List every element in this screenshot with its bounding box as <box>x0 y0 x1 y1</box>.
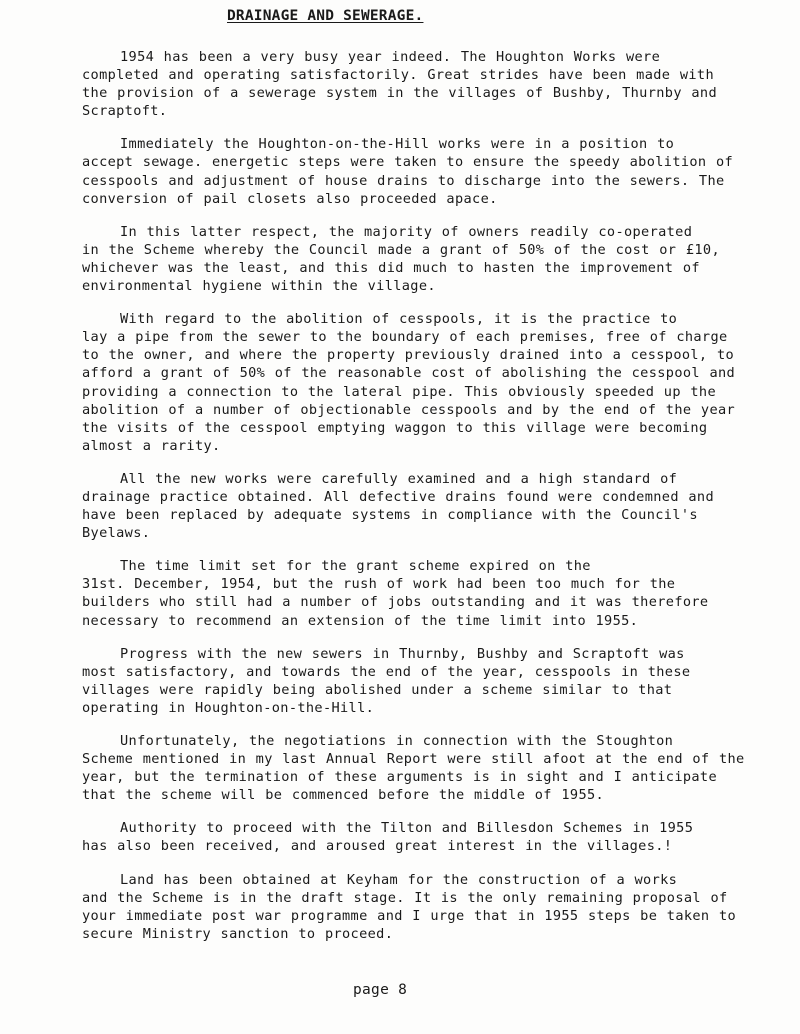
text-line: to the owner, and where the property previously drained into a cesspool, to <box>82 347 735 364</box>
text-line: builders who still had a number of jobs outstanding and it was therefore <box>82 594 709 611</box>
paragraph <box>82 732 782 804</box>
text-line: conversion of pail closets also proceeded apace. <box>82 190 498 207</box>
text-line: 31st. December, 1954, but the rush of work had been too much for the <box>82 576 676 593</box>
text-line: whichever was the least, and this did much to hasten the improvement of <box>82 259 700 276</box>
text-line: With regard to the abolition of cesspools, it is the practice to <box>120 311 678 328</box>
text-line: In this latter respect, the majority of owners readily co-operated <box>120 223 693 240</box>
text-line: Land has been obtained at Keyham for the construction of a works <box>120 871 678 888</box>
text-line: All the new works were carefully examined and a high standard of <box>120 470 678 487</box>
text-line: the provision of a sewerage system in the villages of Bushby, Thurnby and <box>82 85 717 102</box>
paragraph <box>82 223 782 295</box>
text-line: Progress with the new sewers in Thurnby, Bushby and Scraptoft was <box>120 645 685 662</box>
text-line: necessary to recommend an extension of the time limit into 1955. <box>82 612 639 629</box>
text-line: accept sewage. energetic steps were taken to ensure the speedy abolition of <box>82 154 734 171</box>
page-number: page 8 <box>353 982 408 998</box>
paragraph <box>82 310 782 455</box>
text-line: your immediate post war programme and I urge that in 1955 steps be taken to <box>82 907 737 924</box>
text-line: 1954 has been a very busy year indeed. The Houghton Works were <box>120 49 661 65</box>
text-line: almost a rarity. <box>82 437 221 454</box>
text-line: Scheme mentioned in my last Annual Report were still afoot at the end of the <box>82 751 745 768</box>
section-heading: DRAINAGE AND SEWERAGE. <box>227 8 424 24</box>
text-line: in the Scheme whereby the Council made a grant of 50% of the cost or £10, <box>82 241 720 258</box>
body-text <box>82 48 782 958</box>
text-line: secure Ministry sanction to proceed. <box>82 925 394 942</box>
text-line: Immediately the Houghton-on-the-Hill works were in a position to <box>120 136 675 153</box>
text-line: lay a pipe from the sewer to the boundary of each premises, free of charge <box>82 329 728 346</box>
paragraph <box>82 470 782 542</box>
text-line: The time limit set for the grant scheme expired on the <box>120 558 591 575</box>
text-line: abolition of a number of objectionable cesspools and by the end of the year <box>82 401 736 418</box>
paragraph <box>82 871 782 943</box>
text-line: and the Scheme is in the draft stage. It is the only remaining proposal of <box>82 889 728 906</box>
text-line: completed and operating satisfactorily. Great strides have been made with <box>82 67 714 84</box>
text-line: year, but the termination of these arguments is in sight and I anticipate <box>82 769 717 786</box>
text-line: the visits of the cesspool emptying waggon to this village were becoming <box>82 419 708 436</box>
paragraph <box>82 645 782 717</box>
text-line: villages were rapidly being abolished under a scheme similar to that <box>82 681 673 698</box>
text-line: that the scheme will be commenced before the middle of 1955. <box>82 787 605 804</box>
text-line: have been replaced by adequate systems in compliance with the Council's <box>82 507 698 524</box>
paragraph <box>82 819 782 855</box>
text-line: drainage practice obtained. All defective drains found were condemned and <box>82 488 714 505</box>
text-line: afford a grant of 50% of the reasonable cost of abolishing the cesspool and <box>82 365 736 382</box>
text-line: cesspools and adjustment of house drains to discharge into the sewers. The <box>82 172 725 189</box>
text-line: Unfortunately, the negotiations in connection with the Stoughton <box>120 733 674 749</box>
text-line: operating in Houghton-on-the-Hill. <box>82 699 375 716</box>
text-line: environmental hygiene within the village. <box>82 278 436 295</box>
text-line: Byelaws. <box>82 525 151 542</box>
paragraph <box>82 557 782 629</box>
paragraph <box>82 135 782 207</box>
text-line: providing a connection to the lateral pipe. This obviously speeded up the <box>82 383 716 400</box>
text-line: has also been received, and aroused great interest in the villages.! <box>82 838 673 855</box>
paragraph <box>82 48 782 120</box>
text-line: Authority to proceed with the Tilton and Billesdon Schemes in 1955 <box>120 820 694 837</box>
text-line: most satisfactory, and towards the end of the year, cesspools in these <box>82 663 691 680</box>
text-line: Scraptoft. <box>82 103 168 120</box>
